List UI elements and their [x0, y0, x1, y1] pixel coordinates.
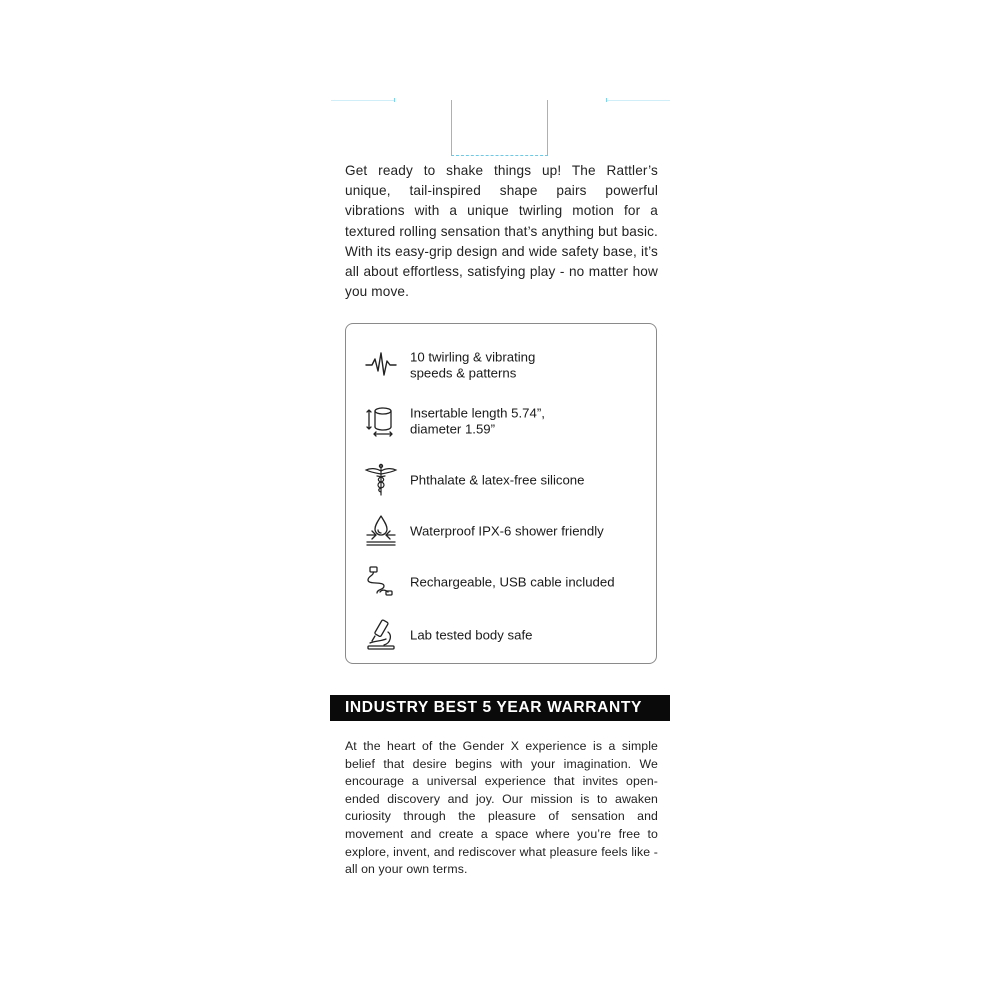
dimension-bracket — [451, 100, 548, 156]
length-diameter-icon — [364, 403, 398, 437]
product-description: Get ready to shake things up! The Rattler’s unique, tail-inspired shape pairs powerful vibrations with a unique twirling motion for a textured rolling sensation that’s anything but basic. With its easy-grip design and wide safety base, it’s all about effortless, satisfying play - no matter how you move. — [345, 163, 658, 300]
feature-item — [346, 615, 658, 655]
dimension-line-left — [331, 100, 395, 101]
feature-label: Waterproof IPX-6 shower friendly — [410, 523, 604, 539]
feature-list-box — [345, 323, 657, 664]
microscope-icon — [364, 617, 398, 651]
warranty-banner: INDUSTRY BEST 5 YEAR WARRANTY — [330, 695, 670, 721]
feature-label: Insertable length 5.74”, diameter 1.59” — [410, 405, 545, 436]
feature-label: Lab tested body safe — [410, 627, 533, 643]
feature-label: Rechargeable, USB cable included — [410, 574, 615, 590]
feature-label: 10 twirling & vibrating speeds & patterns — [410, 349, 536, 380]
feature-item — [346, 511, 658, 551]
feature-item — [346, 562, 658, 602]
feature-item — [346, 401, 658, 441]
feature-item — [346, 345, 658, 385]
dimension-line-right — [607, 100, 670, 101]
heartbeat-pulse-icon — [364, 347, 398, 381]
dimension-tick-right — [606, 98, 607, 102]
dimension-tick-left — [394, 98, 395, 102]
water-drop-icon — [364, 513, 398, 547]
mission-statement: At the heart of the Gender X experience is a simple belief that desire begins with your imagination. We encourage a universal experience that invites open-ended discovery and joy. Our mission is to awaken curiosity through the pleasure of sensation and movement and create a space where you’re free to explore, invent, and rediscover what pleasure feels like - all on your own terms. — [345, 739, 658, 877]
feature-item — [346, 460, 658, 500]
caduceus-icon — [364, 462, 398, 496]
usb-cable-icon — [364, 564, 398, 598]
feature-label: Phthalate & latex-free silicone — [410, 472, 585, 488]
